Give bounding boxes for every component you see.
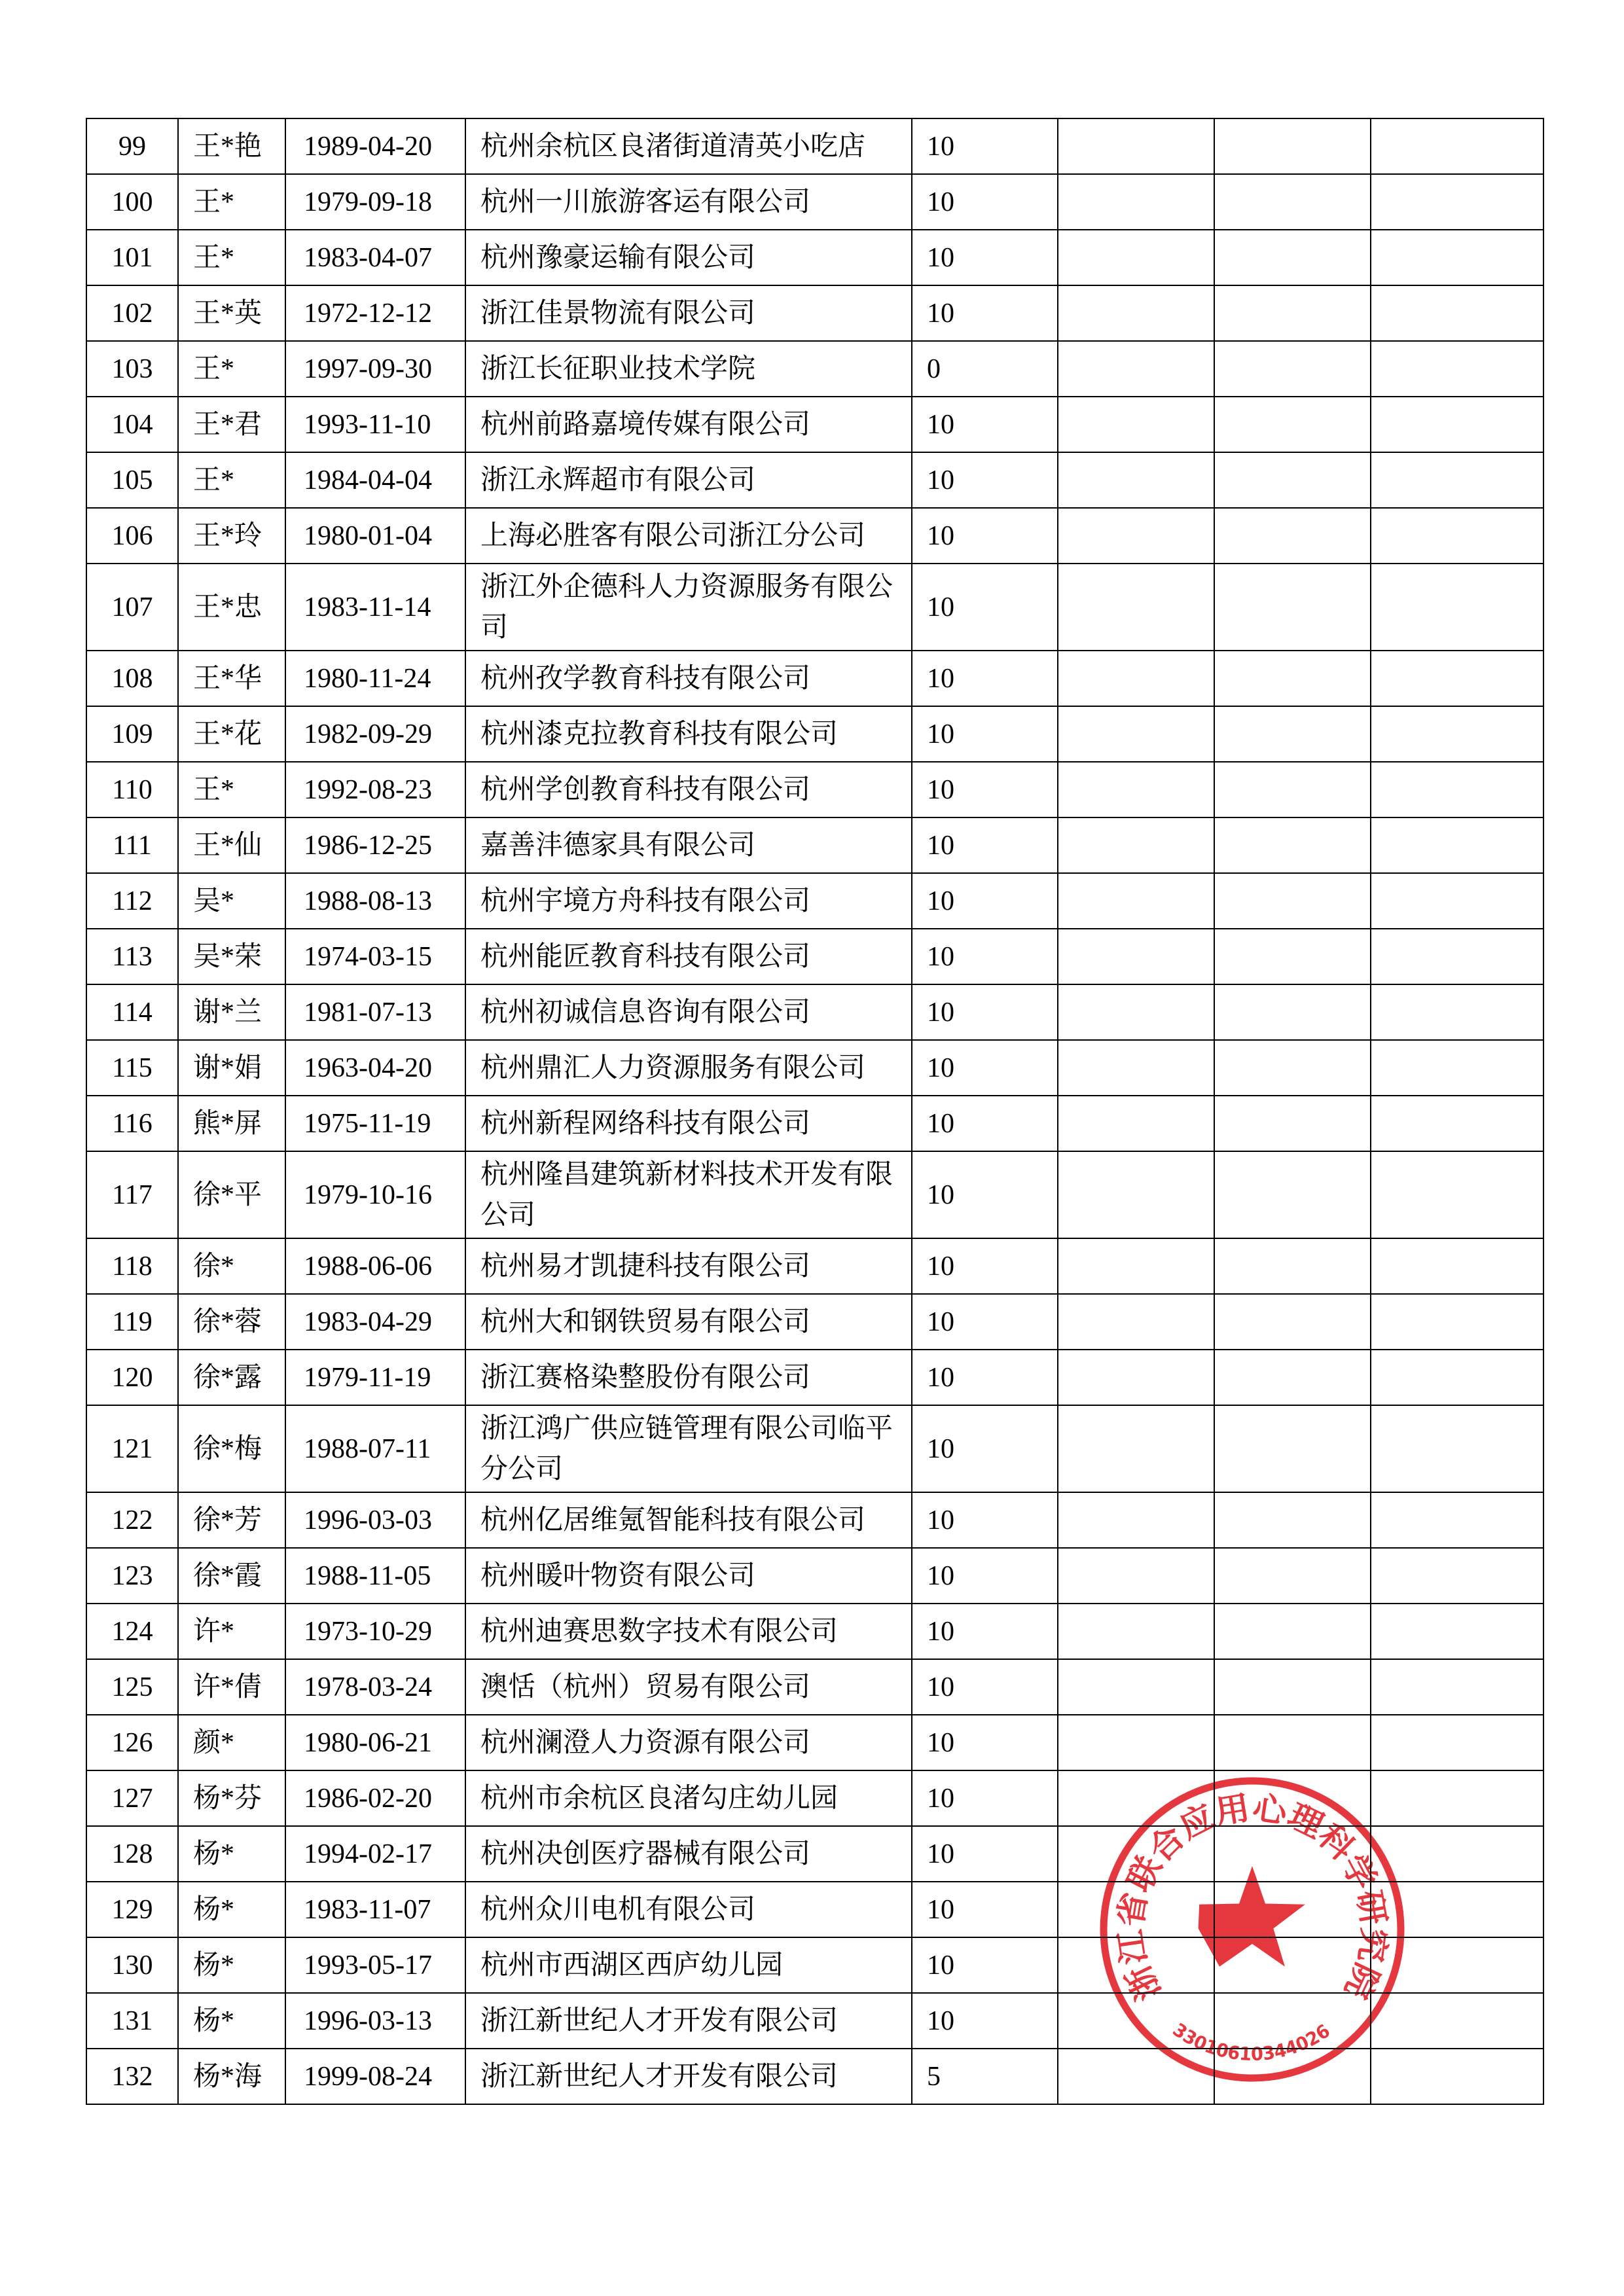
name-cell: 颜* <box>178 1715 285 1770</box>
birth-date-cell: 1979-11-19 <box>285 1350 465 1405</box>
empty-cell <box>1058 1715 1214 1770</box>
empty-cell <box>1214 230 1371 285</box>
table-row <box>86 1151 1543 1238</box>
row-number-cell: 126 <box>86 1715 178 1770</box>
empty-cell <box>1058 508 1214 564</box>
seal-name-path: 浙江省联合应用心理科学研究院 <box>1111 1788 1394 2007</box>
table-row <box>86 984 1543 1040</box>
score-cell: 10 <box>912 873 1058 929</box>
name-cell: 徐*霞 <box>178 1548 285 1604</box>
row-number-cell: 125 <box>86 1659 178 1715</box>
birth-date-cell: 1982-09-29 <box>285 706 465 762</box>
birth-date-cell: 1986-02-20 <box>285 1770 465 1826</box>
row-number-cell: 101 <box>86 230 178 285</box>
name-cell: 徐*露 <box>178 1350 285 1405</box>
score-cell: 10 <box>912 1405 1058 1492</box>
employer-cell: 澳恬（杭州）贸易有限公司 <box>465 1659 912 1715</box>
name-cell: 杨* <box>178 1937 285 1993</box>
empty-cell <box>1214 1238 1371 1294</box>
birth-date-cell: 1981-07-13 <box>285 984 465 1040</box>
table-row <box>86 1040 1543 1096</box>
name-cell: 王* <box>178 174 285 230</box>
employer-cell: 杭州学创教育科技有限公司 <box>465 762 912 817</box>
table-row <box>86 1405 1543 1492</box>
empty-cell <box>1371 1040 1543 1096</box>
table-row <box>86 1096 1543 1151</box>
employer-cell: 杭州孜学教育科技有限公司 <box>465 651 912 706</box>
row-number-cell: 110 <box>86 762 178 817</box>
birth-date-cell: 1963-04-20 <box>285 1040 465 1096</box>
empty-cell <box>1371 1405 1543 1492</box>
empty-cell <box>1058 118 1214 174</box>
score-cell: 5 <box>912 2049 1058 2104</box>
empty-cell <box>1371 1604 1543 1659</box>
score-cell: 10 <box>912 174 1058 230</box>
row-number-cell: 124 <box>86 1604 178 1659</box>
employer-cell: 浙江赛格染整股份有限公司 <box>465 1350 912 1405</box>
score-cell: 10 <box>912 118 1058 174</box>
score-cell: 10 <box>912 1715 1058 1770</box>
empty-cell <box>1058 1151 1214 1238</box>
score-cell: 10 <box>912 1993 1058 2049</box>
row-number-cell: 123 <box>86 1548 178 1604</box>
employer-cell: 杭州澜澄人力资源有限公司 <box>465 1715 912 1770</box>
empty-cell <box>1371 397 1543 452</box>
score-cell: 10 <box>912 1548 1058 1604</box>
name-cell: 王*玲 <box>178 508 285 564</box>
empty-cell <box>1214 341 1371 397</box>
birth-date-cell: 1983-11-14 <box>285 564 465 651</box>
empty-cell <box>1058 230 1214 285</box>
score-cell: 10 <box>912 1826 1058 1882</box>
empty-cell <box>1058 1405 1214 1492</box>
empty-cell <box>1214 1405 1371 1492</box>
employer-cell: 杭州隆昌建筑新材料技术开发有限公司 <box>465 1151 912 1238</box>
score-cell: 10 <box>912 1604 1058 1659</box>
birth-date-cell: 1978-03-24 <box>285 1659 465 1715</box>
empty-cell <box>1371 1548 1543 1604</box>
birth-date-cell: 1988-06-06 <box>285 1238 465 1294</box>
table-row <box>86 1659 1543 1715</box>
table-row <box>86 651 1543 706</box>
empty-cell <box>1214 651 1371 706</box>
row-number-cell: 100 <box>86 174 178 230</box>
employer-cell: 浙江新世纪人才开发有限公司 <box>465 2049 912 2104</box>
empty-cell <box>1371 118 1543 174</box>
empty-cell <box>1058 564 1214 651</box>
empty-cell <box>1371 817 1543 873</box>
empty-cell <box>1214 1604 1371 1659</box>
row-number-cell: 120 <box>86 1350 178 1405</box>
empty-cell <box>1371 1238 1543 1294</box>
name-cell: 杨* <box>178 1826 285 1882</box>
score-cell: 10 <box>912 706 1058 762</box>
row-number-cell: 115 <box>86 1040 178 1096</box>
row-number-cell: 113 <box>86 929 178 984</box>
row-number-cell: 131 <box>86 1993 178 2049</box>
row-number-cell: 103 <box>86 341 178 397</box>
score-cell: 10 <box>912 984 1058 1040</box>
table-row <box>86 564 1543 651</box>
empty-cell <box>1371 1715 1543 1770</box>
name-cell: 许* <box>178 1604 285 1659</box>
employer-cell: 杭州众川电机有限公司 <box>465 1882 912 1937</box>
employer-cell: 杭州一川旅游客运有限公司 <box>465 174 912 230</box>
birth-date-cell: 1975-11-19 <box>285 1096 465 1151</box>
empty-cell <box>1058 873 1214 929</box>
name-cell: 杨* <box>178 1993 285 2049</box>
row-number-cell: 106 <box>86 508 178 564</box>
score-cell: 10 <box>912 1040 1058 1096</box>
score-cell: 10 <box>912 452 1058 508</box>
score-cell: 10 <box>912 762 1058 817</box>
birth-date-cell: 1992-08-23 <box>285 762 465 817</box>
name-cell: 吴* <box>178 873 285 929</box>
seal-code-text <box>1169 2018 1334 2065</box>
birth-date-cell: 1980-06-21 <box>285 1715 465 1770</box>
empty-cell <box>1371 1151 1543 1238</box>
employer-cell: 杭州前路嘉境传媒有限公司 <box>465 397 912 452</box>
empty-cell <box>1058 984 1214 1040</box>
name-cell: 王*艳 <box>178 118 285 174</box>
row-number-cell: 122 <box>86 1492 178 1548</box>
birth-date-cell: 1996-03-13 <box>285 1993 465 2049</box>
name-cell: 杨* <box>178 1882 285 1937</box>
empty-cell <box>1214 508 1371 564</box>
name-cell: 王*仙 <box>178 817 285 873</box>
name-cell: 王* <box>178 341 285 397</box>
empty-cell <box>1214 1715 1371 1770</box>
empty-cell <box>1214 1096 1371 1151</box>
empty-cell <box>1214 1548 1371 1604</box>
table-row <box>86 452 1543 508</box>
empty-cell <box>1371 174 1543 230</box>
row-number-cell: 121 <box>86 1405 178 1492</box>
score-cell: 10 <box>912 1882 1058 1937</box>
empty-cell <box>1058 762 1214 817</box>
empty-cell <box>1058 1040 1214 1096</box>
table-row <box>86 508 1543 564</box>
table-row <box>86 1350 1543 1405</box>
empty-cell <box>1371 706 1543 762</box>
row-number-cell: 104 <box>86 397 178 452</box>
empty-cell <box>1058 174 1214 230</box>
birth-date-cell: 1973-10-29 <box>285 1604 465 1659</box>
employer-cell: 杭州暖叶物资有限公司 <box>465 1548 912 1604</box>
table-row <box>86 817 1543 873</box>
name-cell: 王* <box>178 452 285 508</box>
table-row <box>86 1604 1543 1659</box>
row-number-cell: 130 <box>86 1937 178 1993</box>
empty-cell <box>1371 1492 1543 1548</box>
birth-date-cell: 1989-04-20 <box>285 118 465 174</box>
empty-cell <box>1058 706 1214 762</box>
empty-cell <box>1214 1659 1371 1715</box>
employer-cell: 杭州豫豪运输有限公司 <box>465 230 912 285</box>
birth-date-cell: 1999-08-24 <box>285 2049 465 2104</box>
employer-cell: 嘉善沣德家具有限公司 <box>465 817 912 873</box>
official-seal <box>1089 1766 1416 2093</box>
score-cell: 10 <box>912 1350 1058 1405</box>
birth-date-cell: 1993-11-10 <box>285 397 465 452</box>
row-number-cell: 119 <box>86 1294 178 1350</box>
empty-cell <box>1214 929 1371 984</box>
employer-cell: 杭州宇境方舟科技有限公司 <box>465 873 912 929</box>
empty-cell <box>1058 1096 1214 1151</box>
employer-cell: 杭州漆克拉教育科技有限公司 <box>465 706 912 762</box>
birth-date-cell: 1986-12-25 <box>285 817 465 873</box>
empty-cell <box>1058 1604 1214 1659</box>
empty-cell <box>1058 341 1214 397</box>
score-cell: 10 <box>912 1238 1058 1294</box>
table-row <box>86 873 1543 929</box>
empty-cell <box>1371 452 1543 508</box>
row-number-cell: 128 <box>86 1826 178 1882</box>
name-cell: 徐*平 <box>178 1151 285 1238</box>
score-cell: 10 <box>912 651 1058 706</box>
birth-date-cell: 1974-03-15 <box>285 929 465 984</box>
row-number-cell: 132 <box>86 2049 178 2104</box>
name-cell: 王* <box>178 230 285 285</box>
row-number-cell: 114 <box>86 984 178 1040</box>
score-cell: 10 <box>912 817 1058 873</box>
row-number-cell: 112 <box>86 873 178 929</box>
empty-cell <box>1058 1294 1214 1350</box>
row-number-cell: 129 <box>86 1882 178 1937</box>
employer-cell: 上海必胜客有限公司浙江分公司 <box>465 508 912 564</box>
empty-cell <box>1371 341 1543 397</box>
birth-date-cell: 1979-09-18 <box>285 174 465 230</box>
empty-cell <box>1058 285 1214 341</box>
empty-cell <box>1214 706 1371 762</box>
name-cell: 徐*蓉 <box>178 1294 285 1350</box>
birth-date-cell: 1988-07-11 <box>285 1405 465 1492</box>
row-number-cell: 118 <box>86 1238 178 1294</box>
row-number-cell: 105 <box>86 452 178 508</box>
empty-cell <box>1214 1294 1371 1350</box>
table-row <box>86 341 1543 397</box>
table-row <box>86 174 1543 230</box>
birth-date-cell: 1984-04-04 <box>285 452 465 508</box>
empty-cell <box>1371 1096 1543 1151</box>
score-cell: 10 <box>912 285 1058 341</box>
score-cell: 10 <box>912 564 1058 651</box>
name-cell: 徐*芳 <box>178 1492 285 1548</box>
empty-cell <box>1058 1492 1214 1548</box>
empty-cell <box>1214 873 1371 929</box>
table-row <box>86 118 1543 174</box>
empty-cell <box>1371 285 1543 341</box>
name-cell: 杨*芬 <box>178 1770 285 1826</box>
birth-date-cell: 1979-10-16 <box>285 1151 465 1238</box>
row-number-cell: 111 <box>86 817 178 873</box>
name-cell: 谢*娟 <box>178 1040 285 1096</box>
empty-cell <box>1371 1294 1543 1350</box>
name-cell: 王*华 <box>178 651 285 706</box>
birth-date-cell: 1980-01-04 <box>285 508 465 564</box>
empty-cell <box>1058 817 1214 873</box>
birth-date-cell: 1997-09-30 <box>285 341 465 397</box>
employer-cell: 杭州鼎汇人力资源服务有限公司 <box>465 1040 912 1096</box>
employer-cell: 杭州能匠教育科技有限公司 <box>465 929 912 984</box>
employer-cell: 杭州易才凯捷科技有限公司 <box>465 1238 912 1294</box>
row-number-cell: 127 <box>86 1770 178 1826</box>
table-row <box>86 230 1543 285</box>
employer-cell: 浙江鸿广供应链管理有限公司临平分公司 <box>465 1405 912 1492</box>
score-cell: 10 <box>912 1659 1058 1715</box>
employer-cell: 杭州迪赛思数字技术有限公司 <box>465 1604 912 1659</box>
employer-cell: 浙江外企德科人力资源服务有限公司 <box>465 564 912 651</box>
row-number-cell: 99 <box>86 118 178 174</box>
name-cell: 王*英 <box>178 285 285 341</box>
empty-cell <box>1058 929 1214 984</box>
score-cell: 10 <box>912 1937 1058 1993</box>
employer-cell: 杭州决创医疗器械有限公司 <box>465 1826 912 1882</box>
birth-date-cell: 1994-02-17 <box>285 1826 465 1882</box>
empty-cell <box>1214 397 1371 452</box>
name-cell: 许*倩 <box>178 1659 285 1715</box>
score-cell: 10 <box>912 230 1058 285</box>
row-number-cell: 102 <box>86 285 178 341</box>
birth-date-cell: 1996-03-03 <box>285 1492 465 1548</box>
empty-cell <box>1214 452 1371 508</box>
score-cell: 10 <box>912 1492 1058 1548</box>
name-cell: 吴*荣 <box>178 929 285 984</box>
empty-cell <box>1371 873 1543 929</box>
empty-cell <box>1214 1350 1371 1405</box>
empty-cell <box>1371 1659 1543 1715</box>
name-cell: 杨*海 <box>178 2049 285 2104</box>
empty-cell <box>1214 817 1371 873</box>
score-cell: 10 <box>912 1770 1058 1826</box>
row-number-cell: 117 <box>86 1151 178 1238</box>
row-number-cell: 108 <box>86 651 178 706</box>
empty-cell <box>1371 564 1543 651</box>
row-number-cell: 116 <box>86 1096 178 1151</box>
employer-cell: 杭州亿居维氪智能科技有限公司 <box>465 1492 912 1548</box>
empty-cell <box>1058 651 1214 706</box>
birth-date-cell: 1972-12-12 <box>285 285 465 341</box>
empty-cell <box>1371 1350 1543 1405</box>
table-row <box>86 762 1543 817</box>
empty-cell <box>1058 452 1214 508</box>
row-number-cell: 109 <box>86 706 178 762</box>
table-row <box>86 1294 1543 1350</box>
table-row <box>86 1548 1543 1604</box>
employer-cell: 浙江长征职业技术学院 <box>465 341 912 397</box>
empty-cell <box>1214 1151 1371 1238</box>
empty-cell <box>1214 174 1371 230</box>
empty-cell <box>1371 762 1543 817</box>
birth-date-cell: 1993-05-17 <box>285 1937 465 1993</box>
table-row <box>86 1715 1543 1770</box>
score-cell: 10 <box>912 1096 1058 1151</box>
score-cell: 10 <box>912 1294 1058 1350</box>
name-cell: 徐* <box>178 1238 285 1294</box>
name-cell: 徐*梅 <box>178 1405 285 1492</box>
empty-cell <box>1058 1238 1214 1294</box>
employer-cell: 浙江新世纪人才开发有限公司 <box>465 1993 912 2049</box>
birth-date-cell: 1988-11-05 <box>285 1548 465 1604</box>
empty-cell <box>1058 1350 1214 1405</box>
score-cell: 0 <box>912 341 1058 397</box>
empty-cell <box>1214 118 1371 174</box>
table-row <box>86 1492 1543 1548</box>
table-row <box>86 706 1543 762</box>
empty-cell <box>1371 984 1543 1040</box>
employer-cell: 杭州大和钢铁贸易有限公司 <box>465 1294 912 1350</box>
name-cell: 王* <box>178 762 285 817</box>
name-cell: 王*花 <box>178 706 285 762</box>
table-row <box>86 929 1543 984</box>
empty-cell <box>1214 984 1371 1040</box>
empty-cell <box>1214 1040 1371 1096</box>
employer-cell: 杭州市西湖区西庐幼儿园 <box>465 1937 912 1993</box>
empty-cell <box>1371 508 1543 564</box>
birth-date-cell: 1988-08-13 <box>285 873 465 929</box>
employer-cell: 杭州新程网络科技有限公司 <box>465 1096 912 1151</box>
score-cell: 10 <box>912 1151 1058 1238</box>
birth-date-cell: 1983-04-29 <box>285 1294 465 1350</box>
empty-cell <box>1058 397 1214 452</box>
empty-cell <box>1371 929 1543 984</box>
empty-cell <box>1214 285 1371 341</box>
table-row <box>86 285 1543 341</box>
score-cell: 10 <box>912 397 1058 452</box>
name-cell: 王*君 <box>178 397 285 452</box>
birth-date-cell: 1983-04-07 <box>285 230 465 285</box>
birth-date-cell: 1980-11-24 <box>285 651 465 706</box>
empty-cell <box>1371 651 1543 706</box>
name-cell: 王*忠 <box>178 564 285 651</box>
employer-cell: 杭州初诚信息咨询有限公司 <box>465 984 912 1040</box>
empty-cell <box>1371 230 1543 285</box>
empty-cell <box>1214 564 1371 651</box>
birth-date-cell: 1983-11-07 <box>285 1882 465 1937</box>
seal-star-icon <box>1199 1866 1305 1967</box>
score-cell: 10 <box>912 508 1058 564</box>
employer-cell: 浙江永辉超市有限公司 <box>465 452 912 508</box>
table-row <box>86 1238 1543 1294</box>
seal-code-path: 33010610344026 <box>1168 2018 1335 2066</box>
empty-cell <box>1214 1492 1371 1548</box>
empty-cell <box>1058 1659 1214 1715</box>
employer-cell: 浙江佳景物流有限公司 <box>465 285 912 341</box>
employer-cell: 杭州余杭区良渚街道清英小吃店 <box>465 118 912 174</box>
empty-cell <box>1058 1548 1214 1604</box>
name-cell: 谢*兰 <box>178 984 285 1040</box>
employer-cell: 杭州市余杭区良渚勾庄幼儿园 <box>465 1770 912 1826</box>
score-cell: 10 <box>912 929 1058 984</box>
table-row <box>86 397 1543 452</box>
empty-cell <box>1214 762 1371 817</box>
name-cell: 熊*屏 <box>178 1096 285 1151</box>
row-number-cell: 107 <box>86 564 178 651</box>
